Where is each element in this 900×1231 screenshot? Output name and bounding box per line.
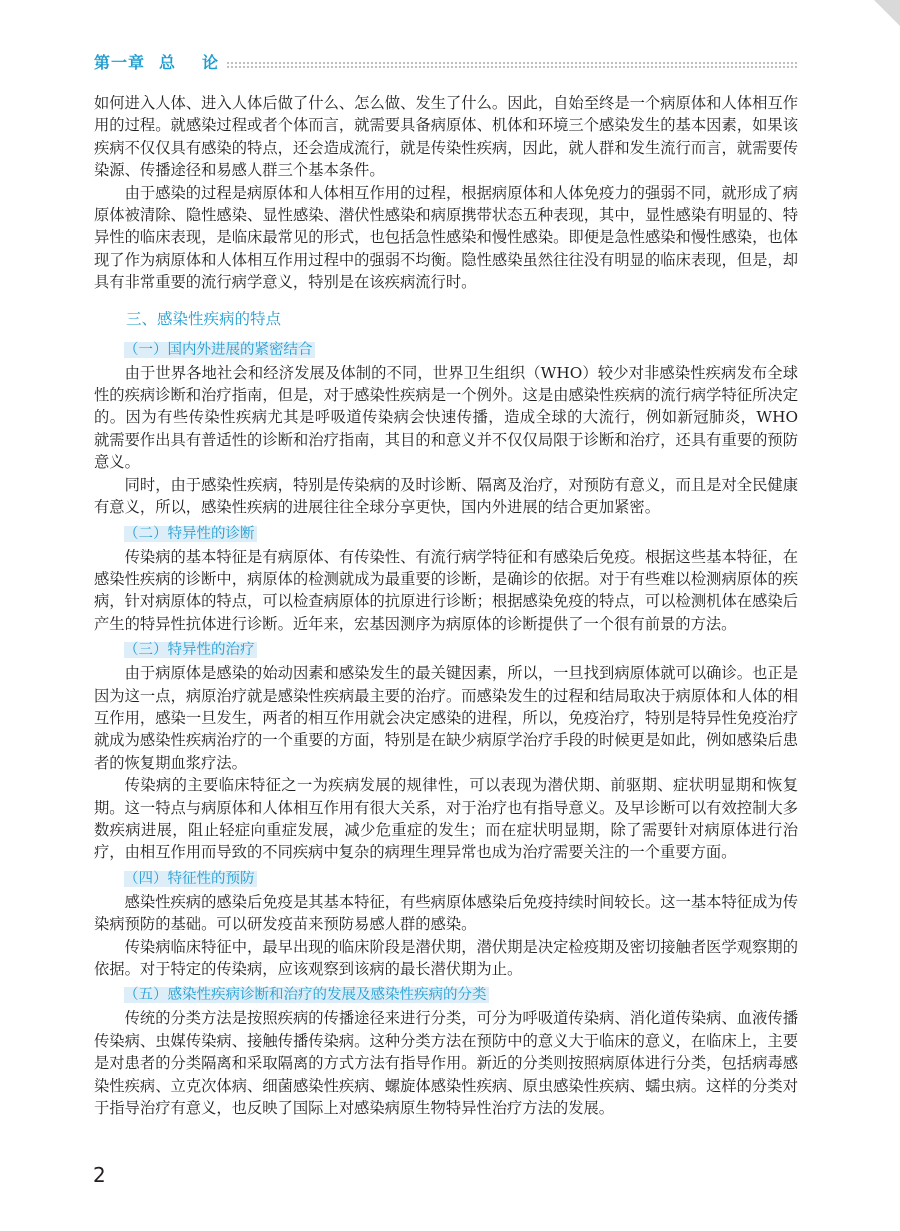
page-corner-tab [874,0,900,26]
body-paragraph: 传染病临床特征中，最早出现的临床阶段是潜伏期，潜伏期是决定检疫期及密切接触者医学观察期的依据。对于特定的传染病，应该观察到该病的最长潜伏期为止。 [94,937,798,978]
header-dotted-rule [226,61,798,70]
chapter-title-char-1: 总 [159,53,177,72]
subsection-heading: （三）特异性的治疗 [124,642,255,659]
body-paragraph: 传染病的基本特征是有病原体、有传染性、有流行病学特征和有感染后免疫。根据这些基本特征，在感染性疾病的诊断中，病原体的检测就成为最重要的诊断，是确诊的依据。对于有些难以检测病原体的疾病，针对病原体的特点，可以检查病原体的抗原进行诊断；根据感染免疫的特点，可以检测机体在感染后产生的特异性抗体进行诊断。近年来，宏基因测序为病原体的诊断提供了一个很有前景的方法。 [94,547,798,633]
chapter-title [94,50,219,73]
chapter-title-char-2: 论 [202,53,220,72]
subsection-heading: （五）感染性疾病诊断和治疗的发展及感染性疾病的分类 [124,987,487,1004]
body-paragraph: 感染性疾病的感染后免疫是其基本特征，有些病原体感染后免疫持续时间较长。这一基本特征成为传染病预防的基础。可以研发疫苗来预防易感人群的感染。 [94,892,798,934]
chapter-number: 第一章 [94,53,146,72]
page-number: 2 [93,1163,106,1187]
body-paragraph: 传染病的主要临床特征之一为疾病发展的规律性，可以表现为潜伏期、前驱期、症状明显期和恢复期。这一特点与病原体和人体相互作用有很大关系，对于治疗也有指导意义。及早诊断可以有效控制大多数疾病进展，阻止轻症向重症发展，减少危重症的发生；而在症状明显期，除了需要针对病原体进行治疗，由相互作用而导致的不同疾病中复杂的病理生理异常也成为治疗需要关注的一个重要方面。 [94,776,798,862]
page-body [94,92,798,1119]
subsection-heading: （二）特异性的诊断 [124,525,255,542]
body-paragraph: 由于感染的过程是病原体和人体相互作用的过程，根据病原体和人体免疫力的强弱不同，就形成了病原体被清除、隐性感染、显性感染、潜伏性感染和病原携带状态五种表现，其中，显性感染有明显的、特异性的临床表现，是临床最常见的形式，也包括急性感染和慢性感染。即便是急性感染和慢性感染，也体现了作为病原体和人体相互作用过程中的强弱不均衡。隐性感染虽然往往没有明显的临床表现，但是，却具有非常重要的流行病学意义，特别是在该疾病流行时。 [94,183,798,292]
section-heading: 三、感染性疾病的特点 [126,309,282,328]
body-paragraph: 同时，由于感染性疾病，特别是传染病的及时诊断、隔离及治疗，对预防有意义，而且是对全民健康有意义，所以，感染性疾病的进展往往全球分享更快，国内外进展的结合更加紧密。 [94,475,798,517]
running-header [94,50,798,74]
subsection-heading: （一）国内外进展的紧密结合 [124,341,313,358]
body-paragraph: 如何进入人体、进入人体后做了什么、怎么做、发生了什么。因此，自始至终是一个病原体和人体相互作用的过程。就感染过程或者个体而言，就需要具备病原体、机体和环境三个感染发生的基本因素，如果该疾病不仅仅具有感染的特点，还会造成流行，就是传染性疾病，因此，就人群和发生流行而言，就需要传染源、传播途径和易感人群三个基本条件。 [94,94,798,180]
body-paragraph: 由于病原体是感染的始动因素和感染发生的最关键因素，所以，一旦找到病原体就可以确诊。也正是因为这一点，病原治疗就是感染性疾病最主要的治疗。而感染发生的过程和结局取决于病原体和人体的相互作用，感染一旦发生，两者的相互作用就会决定感染的进程，所以，免疫治疗，特别是特异性免疫治疗就成为感染性疾病治疗的一个重要的方面，特别是在缺少病原学治疗手段的时候更是如此，例如感染后患者的恢复期血浆疗法。 [94,664,798,772]
body-paragraph: 由于世界各地社会和经济发展及体制的不同，世界卫生组织（WHO）较少对非感染性疾病发布全球性的疾病诊断和治疗指南，但是，对于感染性疾病是一个例外。这是由感染性疾病的流行病学特征所决定的。因为有些传染性疾病尤其是呼吸道传染病会快速传播，造成全球的大流行，例如新冠肺炎，WHO 就需要作出具有普适性的诊断和治疗指南，其目的和意义并不仅仅局限于诊断和治疗，还具有重要的预防意义。 [94,363,798,472]
body-paragraph: 传统的分类方法是按照疾病的传播途径来进行分类，可分为呼吸道传染病、消化道传染病、血液传播传染病、虫媒传染病、接触传播传染病。这种分类方法在预防中的意义大于临床的意义，在临床上，主要是对患者的分类隔离和采取隔离的方式方法有指导作用。新近的分类则按照病原体进行分类，包括病毒感染性疾病、立克次体病、细菌感染性疾病、螺旋体感染性疾病、原虫感染性疾病、蠕虫病。这样的分类对于指导治疗有意义，也反映了国际上对感染病原生物特异性治疗方法的发展。 [94,1009,798,1118]
subsection-heading: （四）特征性的预防 [124,870,255,887]
